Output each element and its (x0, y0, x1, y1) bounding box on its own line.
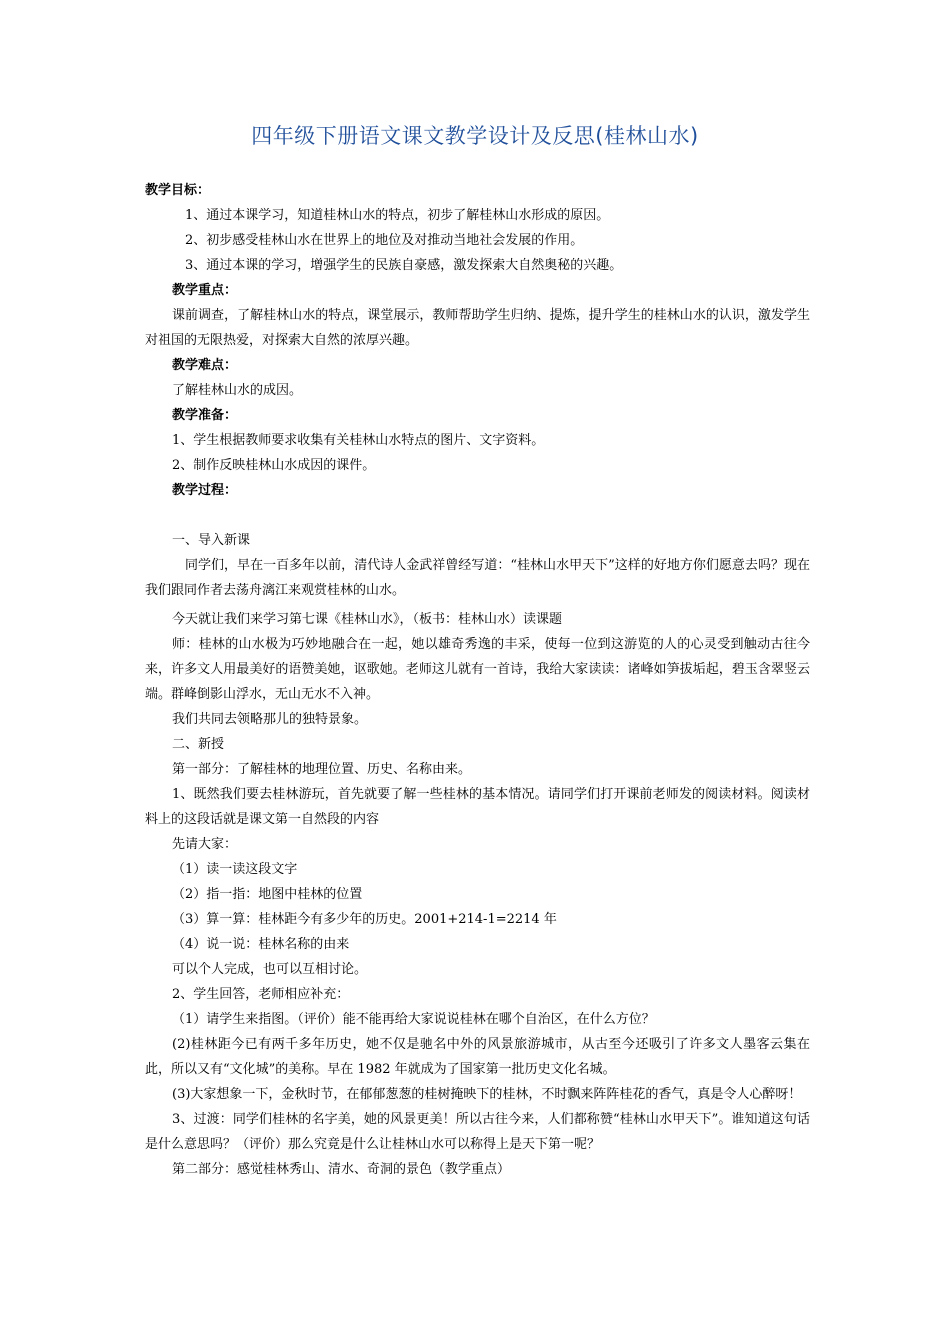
paragraph: (3)大家想象一下，金秋时节，在郁郁葱葱的桂树掩映下的桂林，不时飘来阵阵桂花的香气，真是令人心醉呀！ (172, 1087, 802, 1102)
paragraph: (2)桂林距今已有两千多年历史，她不仅是驰名中外的风景旅游城市，从古至今还吸引了许多文人墨客云集在此，所以又有“文化城”的美称。早在 1982 年就成为了国家第一批历史文化名城。 (145, 1037, 810, 1077)
paragraph: 2、学生回答，老师相应补充： (172, 987, 350, 1002)
process-heading: 教学过程： (172, 483, 238, 498)
goal-item: 2、初步感受桂林山水在世界上的地位及对推动当地社会发展的作用。 (185, 233, 584, 248)
paragraph: 先请大家： (172, 837, 238, 852)
preparation-item: 2、制作反映桂林山水成因的课件。 (172, 458, 376, 473)
preparation-item: 1、学生根据教师要求收集有关桂林山水特点的图片、文字资料。 (172, 433, 545, 448)
document-body (145, 178, 810, 1182)
list-item: （4）说一说：桂林名称的由来 (172, 937, 350, 952)
paragraph: 第二部分：感觉桂林秀山、清水、奇洞的景色（教学重点） (172, 1162, 511, 1177)
section-intro: 一、导入新课 (172, 533, 251, 548)
spacer (145, 503, 810, 528)
paragraph: 同学们，早在一百多年以前，清代诗人金武祥曾经写道：“桂林山水甲天下”这样的好地方你们愿意去吗？现在我们跟同作者去荡舟漓江来观赏桂林的山水。 (145, 558, 810, 598)
difficulty-heading: 教学难点： (172, 358, 238, 373)
goals-heading: 教学目标： (145, 183, 211, 198)
focus-heading: 教学重点： (172, 283, 238, 298)
paragraph: 今天就让我们来学习第七课《桂林山水》，（板书：桂林山水）读课题 (172, 612, 563, 627)
list-item: （2）指一指：地图中桂林的位置 (172, 887, 363, 902)
list-item: （1）读一读这段文字 (172, 862, 298, 877)
list-item: （1）请学生来指图。（评价）能不能再给大家说说桂林在哪个自治区，在什么方位？ (172, 1012, 655, 1027)
goal-item: 1、通过本课学习，知道桂林山水的特点，初步了解桂林山水形成的原因。 (185, 208, 610, 223)
paragraph: 我们共同去领略那儿的独特景象。 (172, 712, 368, 727)
paragraph: 1、既然我们要去桂林游玩，首先就要了解一些桂林的基本情况。请同学们打开课前老师发的阅读材料。阅读材料上的这段话就是课文第一自然段的内容 (145, 787, 810, 827)
section-new: 二、新授 (172, 737, 225, 752)
paragraph: 3、过渡：同学们桂林的名字美，她的风景更美！所以古往今来，人们都称赞“桂林山水甲天下”。谁知道这句话是什么意思吗？（评价）那么究竟是什么让桂林山水可以称得上是天下第一呢？ (145, 1112, 810, 1152)
paragraph: 可以个人完成，也可以互相讨论。 (172, 962, 368, 977)
preparation-heading: 教学准备： (172, 408, 238, 423)
paragraph: 第一部分：了解桂林的地理位置、历史、名称由来。 (172, 762, 472, 777)
goal-item: 3、通过本课的学习，增强学生的民族自豪感，激发探索大自然奥秘的兴趣。 (185, 258, 623, 273)
paragraph: 师：桂林的山水极为巧妙地融合在一起，她以雄奇秀逸的丰采，使每一位到这游览的人的心灵受到触动古往今来，许多文人用最美好的语赞美她，讴歌她。老师这儿就有一首诗，我给大家读读：诸峰如笋拔垢起，碧玉含翠竖云端。群峰倒影山浮水，无山无水不入神。 (145, 637, 810, 702)
difficulty-text: 了解桂林山水的成因。 (172, 383, 303, 398)
focus-text: 课前调查，了解桂林山水的特点，课堂展示，教师帮助学生归纳、提炼，提升学生的桂林山水的认识，激发学生对祖国的无限热爱，对探索大自然的浓厚兴趣。 (145, 308, 810, 348)
document-title: 四年级下册语文课文教学设计及反思(桂林山水) (251, 124, 699, 148)
list-item: （3）算一算：桂林距今有多少年的历史。2001+214-1=2214 年 (172, 912, 557, 927)
